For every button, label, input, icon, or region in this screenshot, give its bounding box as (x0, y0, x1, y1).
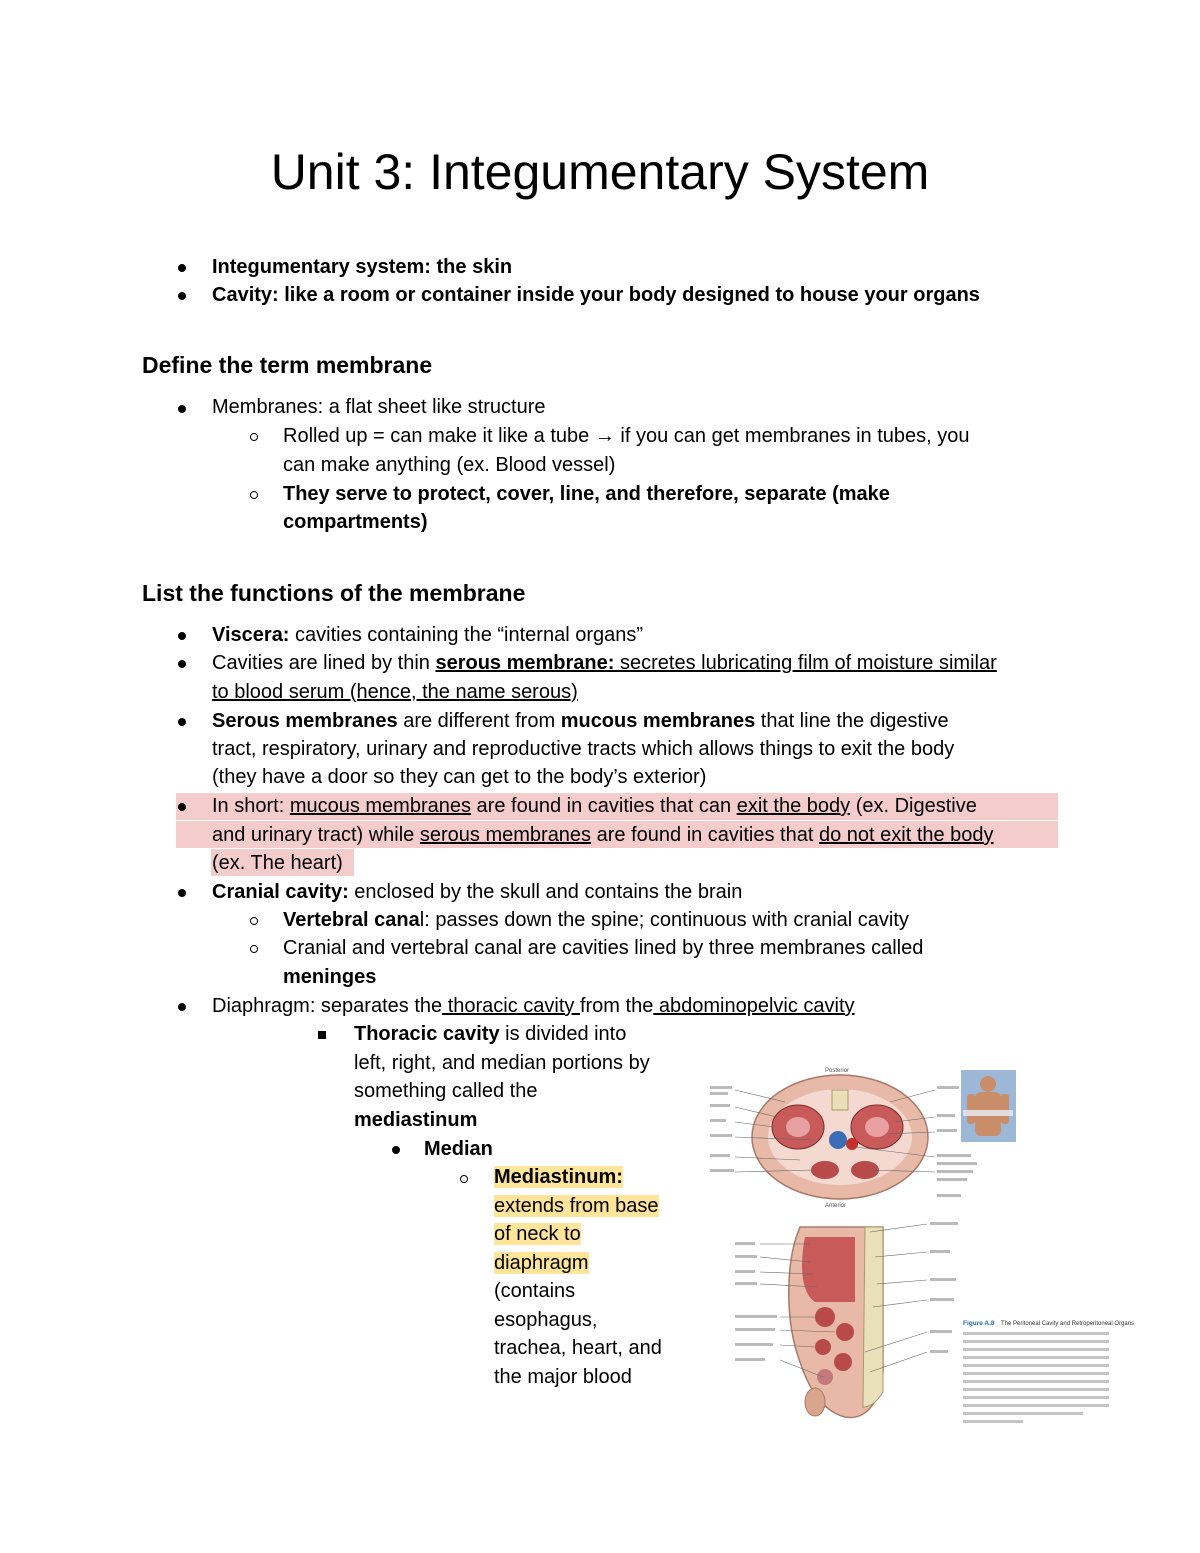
intro-item-cavity: Cavity: like a room or container inside your body designed to house your organs (212, 284, 980, 306)
figure-top-label: Posterior (825, 1068, 850, 1074)
mediastinum-line3 (494, 1220, 581, 1249)
cavities-item-line1 (212, 649, 997, 678)
membrane-rolled-line1: Rolled up = can make it like a tube → if you can get membranes in tubes, you (283, 425, 970, 447)
figure-bottom-label: Anterior (825, 1203, 847, 1209)
bullet-dot (178, 803, 186, 811)
meninges-term: meninges (283, 966, 377, 988)
in-short2-mid: are found in cavities that (591, 824, 819, 846)
bullet-dot (178, 405, 186, 413)
bullet-dot (178, 632, 186, 640)
bullet-dot (178, 1003, 186, 1011)
in-short-line1 (212, 792, 977, 821)
mucous-term: mucous membranes (560, 710, 756, 732)
in-short-mid: are found in cavities that can (471, 795, 737, 817)
bullet-dot (178, 292, 186, 300)
vertebral-def: : passes down the spine; continuous with cranial cavity (424, 909, 909, 931)
meninges-line1: Cranial and vertebral canal are cavities lined by three membranes called (283, 937, 924, 959)
body-orientation-thumbnail (961, 1070, 1016, 1142)
figure-caption-text: The Peritoneal Cavity and Retroperitoneal Organs (1001, 1321, 1135, 1327)
membrane-serve-line1: They serve to protect, cover, line, and therefore, separate (make (283, 483, 890, 505)
thoracic-term: Thoracic cavity (354, 1023, 500, 1045)
in-short-mucous: mucous membranes (289, 795, 471, 817)
in-short2-pre: and urinary tract) while (212, 824, 420, 846)
anatomy-figure (705, 1062, 1135, 1432)
mediastinum-line7: trachea, heart, and (494, 1337, 662, 1359)
in-short2-serous: serous membranes (419, 824, 592, 846)
viscera-item (212, 621, 643, 650)
diaphragm-pre: Diaphragm: separates the (212, 995, 443, 1017)
serous-end: that line the digestive (755, 710, 949, 732)
section-heading-membrane: Define the term membrane (142, 352, 433, 378)
bullet-square (318, 1031, 326, 1039)
vertebral-term: Vertebral cana (283, 909, 420, 931)
serous-def-line1: secretes lubricating film of moisture similar (614, 652, 997, 674)
bullet-ring (460, 1175, 468, 1183)
section-heading-functions: List the functions of the membrane (142, 580, 526, 606)
in-short-line3: (ex. The heart) (212, 852, 343, 874)
mediastinum-l4: diaphragm (494, 1252, 589, 1274)
in-short-pre: In short: (212, 795, 290, 817)
vertebral-canal-item (283, 906, 909, 935)
thoracic-l1: is divided into (499, 1023, 627, 1045)
viscera-def: cavities containing the “internal organs” (289, 624, 644, 646)
serous-membrane-term: serous membrane: (435, 652, 615, 674)
in-short2-noexit: do not exit the body (818, 824, 994, 846)
mediastinum-line5: (contains (494, 1280, 576, 1302)
figure-caption-title: Figure A.8 (963, 1320, 995, 1327)
thoracic-line4: mediastinum (354, 1109, 478, 1131)
bullet-ring (250, 433, 258, 441)
mediastinum-l2: extends from base (494, 1195, 659, 1217)
mediastinum-term-line (494, 1163, 623, 1192)
cavities-pre: Cavities are lined by thin (212, 652, 436, 674)
in-short-end: (ex. Digestive (850, 795, 977, 817)
mediastinum-line4 (494, 1249, 589, 1278)
bullet-dot (392, 1146, 400, 1154)
membranes-definition: Membranes: a flat sheet like structure (212, 396, 546, 418)
bullet-ring (250, 945, 258, 953)
cranial-cavity-item (212, 878, 742, 907)
intro-item-integumentary: Integumentary system: the skin (212, 256, 513, 278)
cross-section-illustration (710, 1068, 977, 1209)
membrane-rolled-line2: can make anything (ex. Blood vessel) (283, 454, 616, 476)
in-short-exit: exit the body (736, 795, 851, 817)
cranial-def: enclosed by the skull and contains the brain (348, 881, 743, 903)
bullet-dot (178, 660, 186, 668)
bullet-dot (178, 718, 186, 726)
bullet-ring (250, 917, 258, 925)
in-short-line2 (212, 821, 994, 850)
serous-vs-mucous-line3: (they have a door so they can get to the body’s exterior) (212, 766, 707, 788)
page-title: Unit 3: Integumentary System (270, 144, 930, 200)
membrane-serve-line2: compartments) (283, 511, 428, 533)
serous-term: Serous membranes (212, 710, 398, 732)
sagittal-section-illustration (735, 1222, 958, 1418)
mediastinum-term: Mediastinum: (494, 1166, 623, 1188)
cranial-term: Cranial cavity: (212, 881, 349, 903)
vertebral-term-l: l (419, 909, 425, 931)
bullet-dot (178, 889, 186, 897)
diaphragm-thoracic: thoracic cavity (442, 995, 580, 1017)
mediastinum-line2 (494, 1192, 659, 1221)
mediastinum-line8: the major blood (494, 1366, 632, 1388)
serous-vs-mucous-line1 (212, 707, 949, 736)
diaphragm-abdominopelvic: abdominopelvic cavity (653, 995, 855, 1017)
bullet-dot (178, 264, 186, 272)
median-item: Median (424, 1138, 493, 1160)
serous-def-line2: to blood serum (hence, the name serous) (212, 681, 578, 703)
mediastinum-l3: of neck to (494, 1223, 581, 1245)
mediastinum-line6: esophagus, (494, 1309, 598, 1331)
serous-vs-mucous-line2: tract, respiratory, urinary and reproductive tracts which allows things to exit the body (212, 738, 955, 760)
bullet-ring (250, 491, 258, 499)
viscera-term: Viscera: (212, 624, 290, 646)
diaphragm-mid: from the (579, 995, 654, 1017)
figure-caption (963, 1320, 1134, 1423)
diaphragm-item (212, 992, 855, 1021)
serous-mid: are different from (397, 710, 561, 732)
thoracic-line2: left, right, and median portions by (354, 1052, 650, 1074)
thoracic-line1 (354, 1020, 626, 1049)
thoracic-line3: something called the (354, 1080, 538, 1102)
